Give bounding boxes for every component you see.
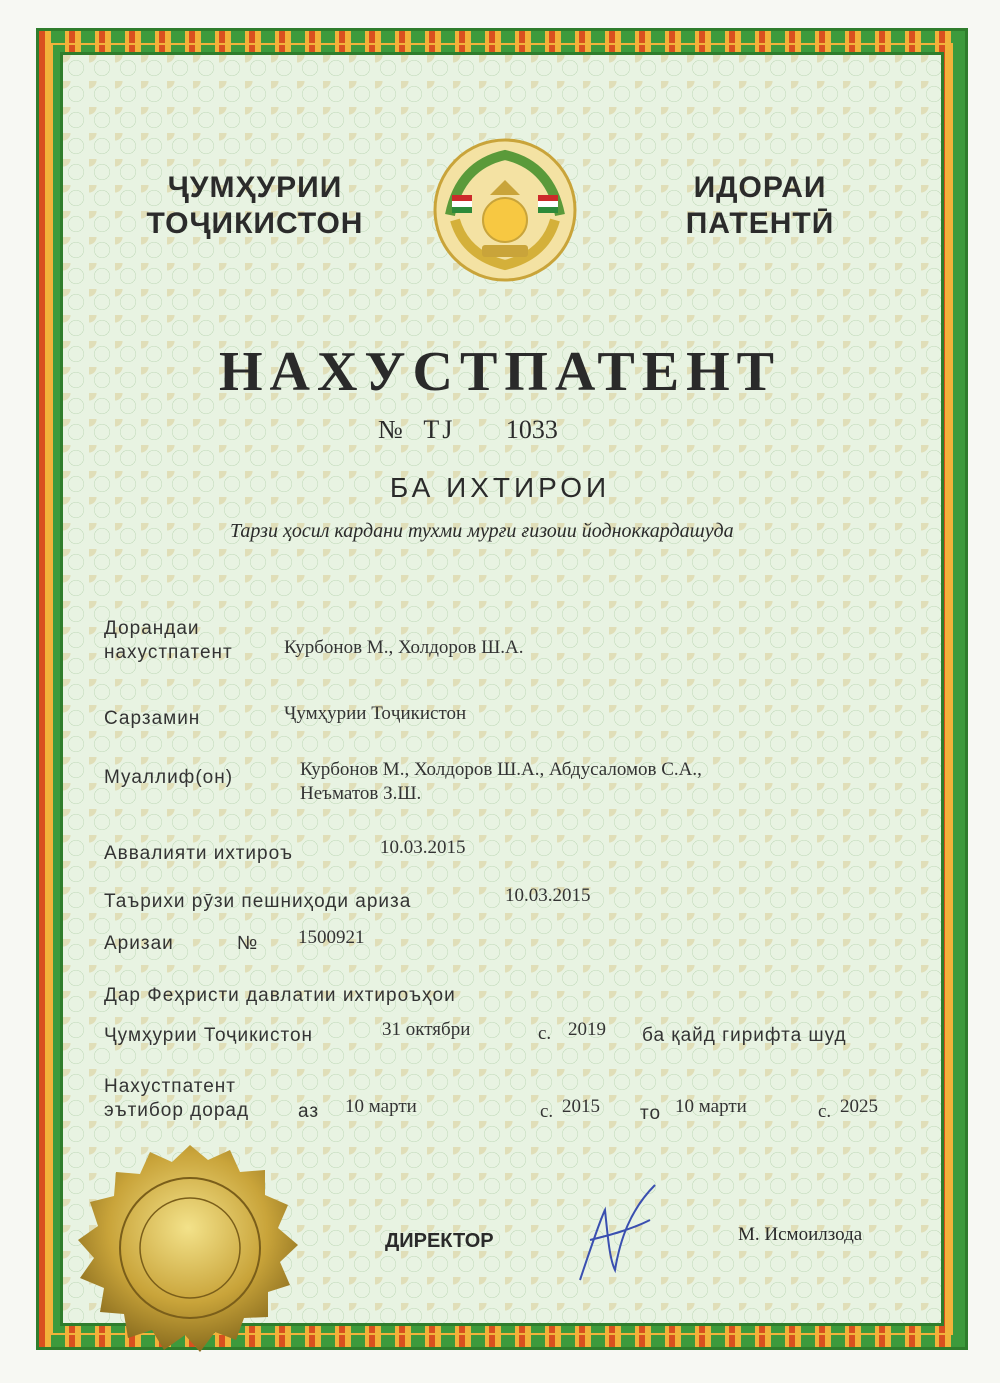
document-subtitle: БА ИХТИРОИ <box>389 472 611 503</box>
holder-label <box>104 617 233 665</box>
holder-value: Курбонов М., Холдоров Ш.А. <box>284 637 524 658</box>
validity-start-year: 2015 <box>562 1096 600 1117</box>
validity-label-line1: Нахустпатент <box>104 1076 236 1097</box>
validity-end: 10 марти <box>675 1096 747 1117</box>
validity-start-prefix: с. <box>540 1101 554 1122</box>
filing-label: Таърихи рӯзи пешниҳоди ариза <box>104 891 412 912</box>
gold-seal-icon <box>40 1140 340 1360</box>
header-country-line2: ТОҶИКИСТОН <box>146 207 364 240</box>
registry-label-line1: Дар Феҳристи давлатии ихтироъҳои <box>104 985 456 1006</box>
validity-start: 10 марти <box>345 1096 417 1117</box>
number-prefix: TJ <box>423 415 456 444</box>
header-office-line2: ПАТЕНТӢ <box>685 207 835 240</box>
application-sign: № <box>237 933 259 954</box>
registry-suffix: ба қайд гирифта шуд <box>642 1025 847 1046</box>
registry-date: 31 октябри <box>382 1019 471 1040</box>
validity-end-prefix: с. <box>818 1101 832 1122</box>
registry-label-line2: Ҷумҳурии Тоҷикистон <box>104 1025 314 1046</box>
state-emblem-icon <box>430 135 580 285</box>
authors-value-line1: Курбонов М., Холдоров Ш.А., Абдусаломов С.А., <box>300 759 702 780</box>
holder-label-line2: нахустпатент <box>104 642 233 663</box>
validity-end-year: 2025 <box>840 1096 878 1117</box>
header-office-line1: ИДОРАИ <box>693 171 827 204</box>
registry-year: 2019 <box>568 1019 606 1040</box>
number-value: 1033 <box>505 415 558 444</box>
validity-to: то <box>640 1103 662 1124</box>
priority-label: Аввалияти ихтироъ <box>104 843 294 864</box>
authors-value <box>300 758 702 806</box>
director-label: ДИРЕКТОР <box>385 1230 494 1252</box>
header-country <box>120 170 390 242</box>
country-value: Ҷумҳурии Тоҷикистон <box>284 703 467 724</box>
validity-label <box>104 1075 249 1123</box>
patent-number <box>378 415 558 445</box>
priority-value: 10.03.2015 <box>380 837 466 858</box>
validity-from: аз <box>298 1101 320 1122</box>
authors-value-line2: Неъматов З.Ш. <box>300 783 422 804</box>
application-label: Аризаи <box>104 933 174 954</box>
document-title: НАХУСТПАТЕНТ <box>218 341 782 403</box>
application-value: 1500921 <box>298 927 365 948</box>
country-label: Сарзамин <box>104 708 201 729</box>
validity-label-line2: эътибор дорад <box>104 1100 250 1121</box>
authors-label: Муаллиф(он) <box>104 767 234 788</box>
invention-title: Тарзи ҳосил кардани тухми мурғи ғизоии йодноккардашуда <box>230 520 734 542</box>
director-name: М. Исмоилзода <box>738 1224 863 1245</box>
filing-value: 10.03.2015 <box>505 885 591 906</box>
holder-label-line1: Дорандаи <box>104 618 200 639</box>
registry-year-prefix: с. <box>538 1023 552 1044</box>
header-country-line1: ҶУМҲУРИИ <box>167 171 343 204</box>
header-office <box>650 170 870 242</box>
number-sign: № <box>378 415 403 444</box>
director-signature-icon <box>560 1180 680 1290</box>
